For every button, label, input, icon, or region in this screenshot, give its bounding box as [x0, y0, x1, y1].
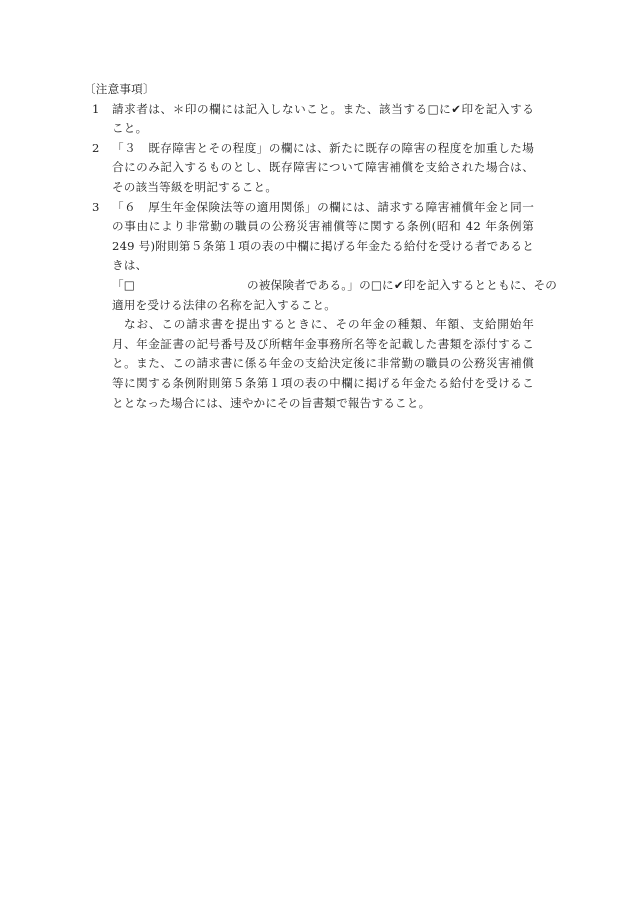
note-item-2	[84, 139, 534, 198]
note-text	[112, 198, 558, 316]
insured-person-text: の被保険者である。」の□に✔印を記入するとともに、その	[246, 277, 558, 292]
insurance-law-line	[112, 276, 558, 296]
note-text-part-b: 適用を受ける法律の名称を記入すること。	[112, 297, 337, 312]
notes-section	[84, 80, 558, 413]
note-item-3	[84, 198, 558, 414]
note-number: 2	[92, 140, 100, 155]
note-paragraph-2: なお、この請求書を提出するときに、その年金の種類、年額、支給開始年月、年金証書の記号番号及び所轄年金事務所名等を記載した書類を添付すること。また、この請求書に係る年金の支給決定後に非常勤の職員の公務災害補償等に関する条例附則第５条第１項の表の中欄に掲げる年金たる給付を受けることとなった場合には、速やかにその旨書類で報告すること。	[112, 317, 534, 410]
notes-heading: 〔注意事項〕	[84, 82, 155, 96]
note-text-part-a: 「６ 厚生年金保険法等の適用関係」の欄には、請求する障害補償年金と同一の事由により非常勤の職員の公務災害補償等に関する条例(昭和 42 年条例第 249 号)附則第５条第１項の表の中欄に掲げる年金たる給付を受ける者であるときは、	[112, 199, 534, 273]
note-number: 1	[92, 101, 100, 116]
note-item-1	[84, 100, 534, 139]
note-number: 3	[92, 199, 100, 214]
note-text: 請求者は、＊印の欄には記入しないこと。また、該当する□に✔印を記入すること。	[112, 101, 534, 136]
checkbox-open-quote: 「□	[112, 277, 135, 292]
note-text: 「３ 既存障害とその程度」の欄には、新たに既存の障害の程度を加重した場合にのみ記入するものとし、既存障害について障害補償を支給された場合は、その該当等級を明記すること。	[112, 140, 534, 194]
